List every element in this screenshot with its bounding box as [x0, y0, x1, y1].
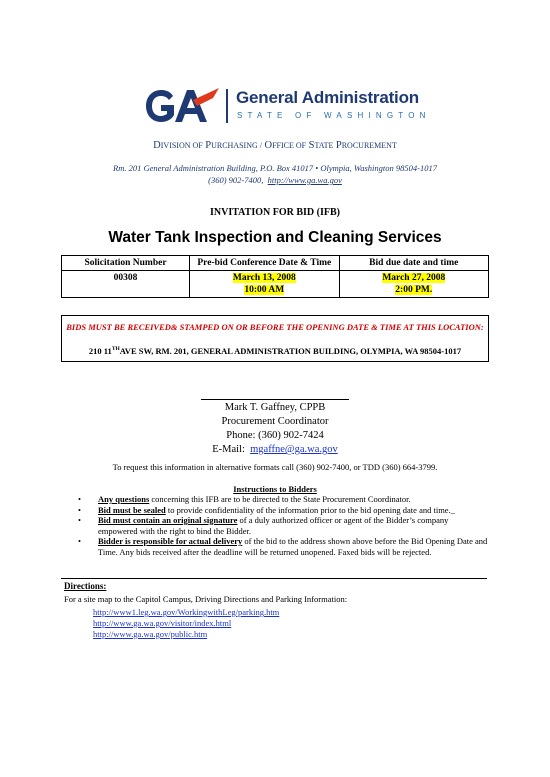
alt-format-note: To request this information in alternative formats call (360) 902-7400, or TDD (360) 664-3799.: [112, 462, 438, 472]
office-address: Rm. 201 General Administration Building, P.O. Box 41017 • Olympia, Washington 98504-1017: [113, 163, 437, 173]
due-time: 2:00 PM.: [395, 285, 433, 295]
prebid-date: March 13, 2008: [232, 273, 296, 283]
logo-subtitle: STATE OF WASHINGTON: [237, 111, 431, 120]
logo-title: General Administration: [236, 88, 419, 107]
instructions-list: [78, 494, 490, 557]
ifb-heading: INVITATION FOR BID (IFB): [210, 207, 340, 218]
notice-warning: BIDS MUST BE RECEIVED& STAMPED ON OR BEFORE THE OPENING DATE & TIME AT THIS LOCATION:: [66, 322, 484, 332]
list-item: • Bid must contain an original signature of a duly authorized officer or agent of the Bidder’s company empowered with the right to bind the Bidder.: [78, 515, 449, 536]
directions-title: Directions:: [64, 581, 107, 591]
public-link[interactable]: http://www.ga.wa.gov/public.htm: [93, 629, 208, 639]
contact-phone: Phone: (360) 902-7424: [226, 430, 324, 441]
notice-address: 210 11THAVE SW, RM. 201, GENERAL ADMINISTRATION BUILDING, OLYMPIA, WA 98504-1017: [88, 346, 462, 356]
instructions-title: Instructions to Bidders: [233, 484, 317, 494]
bid-schedule-table: [61, 255, 489, 298]
ga-website-link[interactable]: http://www.ga.wa.gov: [267, 175, 342, 185]
table-row: [62, 271, 489, 298]
header-prebid: Pre-bid Conference Date & Time: [190, 256, 339, 271]
prebid-time: 10:00 AM: [244, 285, 285, 295]
due-cell: [339, 271, 488, 298]
list-item: • Bidder is responsible for actual delivery of the bid to the address shown above before the Bid Opening Date and Time. Any bids received after the deadline will be returned unopened. Faxed bids will be rejected.: [78, 536, 488, 557]
logo-divider: [226, 89, 228, 123]
section-divider: [61, 578, 487, 579]
contact-name: Mark T. Gaffney, CPPB: [224, 402, 326, 413]
email-link[interactable]: mgaffne@ga.wa.gov: [250, 444, 338, 455]
parking-link[interactable]: http://www1.leg.wa.gov/WorkingwithLeg/parking.htm: [93, 607, 280, 617]
header-solicitation: Solicitation Number: [62, 256, 190, 271]
division-heading: DIVISION OF PURCHASING / OFFICE OF STATE PROCUREMENT: [153, 140, 397, 151]
list-item: • Bid must be sealed to provide confidentiality of the information prior to the bid opening date and time._: [78, 504, 455, 515]
ga-logo-mark: [143, 86, 223, 126]
solicitation-number: 00308: [62, 271, 190, 298]
office-phone-web: (360) 902-7400, http://www.ga.wa.gov: [208, 175, 342, 185]
contact-email: E-Mail: mgaffne@ga.wa.gov: [212, 444, 338, 455]
table-header-row: [62, 256, 489, 271]
bid-receipt-notice: [61, 315, 489, 362]
due-date: March 27, 2008: [382, 273, 446, 283]
header-due: Bid due date and time: [339, 256, 488, 271]
contact-role: Procurement Coordinator: [221, 416, 329, 427]
ga-logo: [143, 86, 431, 126]
signature-line: [201, 399, 349, 400]
directions-subtitle: For a site map to the Capitol Campus, Driving Directions and Parking Information:: [64, 594, 348, 604]
visitor-link[interactable]: http://www.ga.wa.gov/visitor/index.html: [93, 618, 232, 628]
document-title: Water Tank Inspection and Cleaning Services: [108, 229, 442, 246]
prebid-cell: [190, 271, 339, 298]
list-item: • Any questions concerning this IFB are to be directed to the State Procurement Coordinator.: [78, 494, 411, 504]
